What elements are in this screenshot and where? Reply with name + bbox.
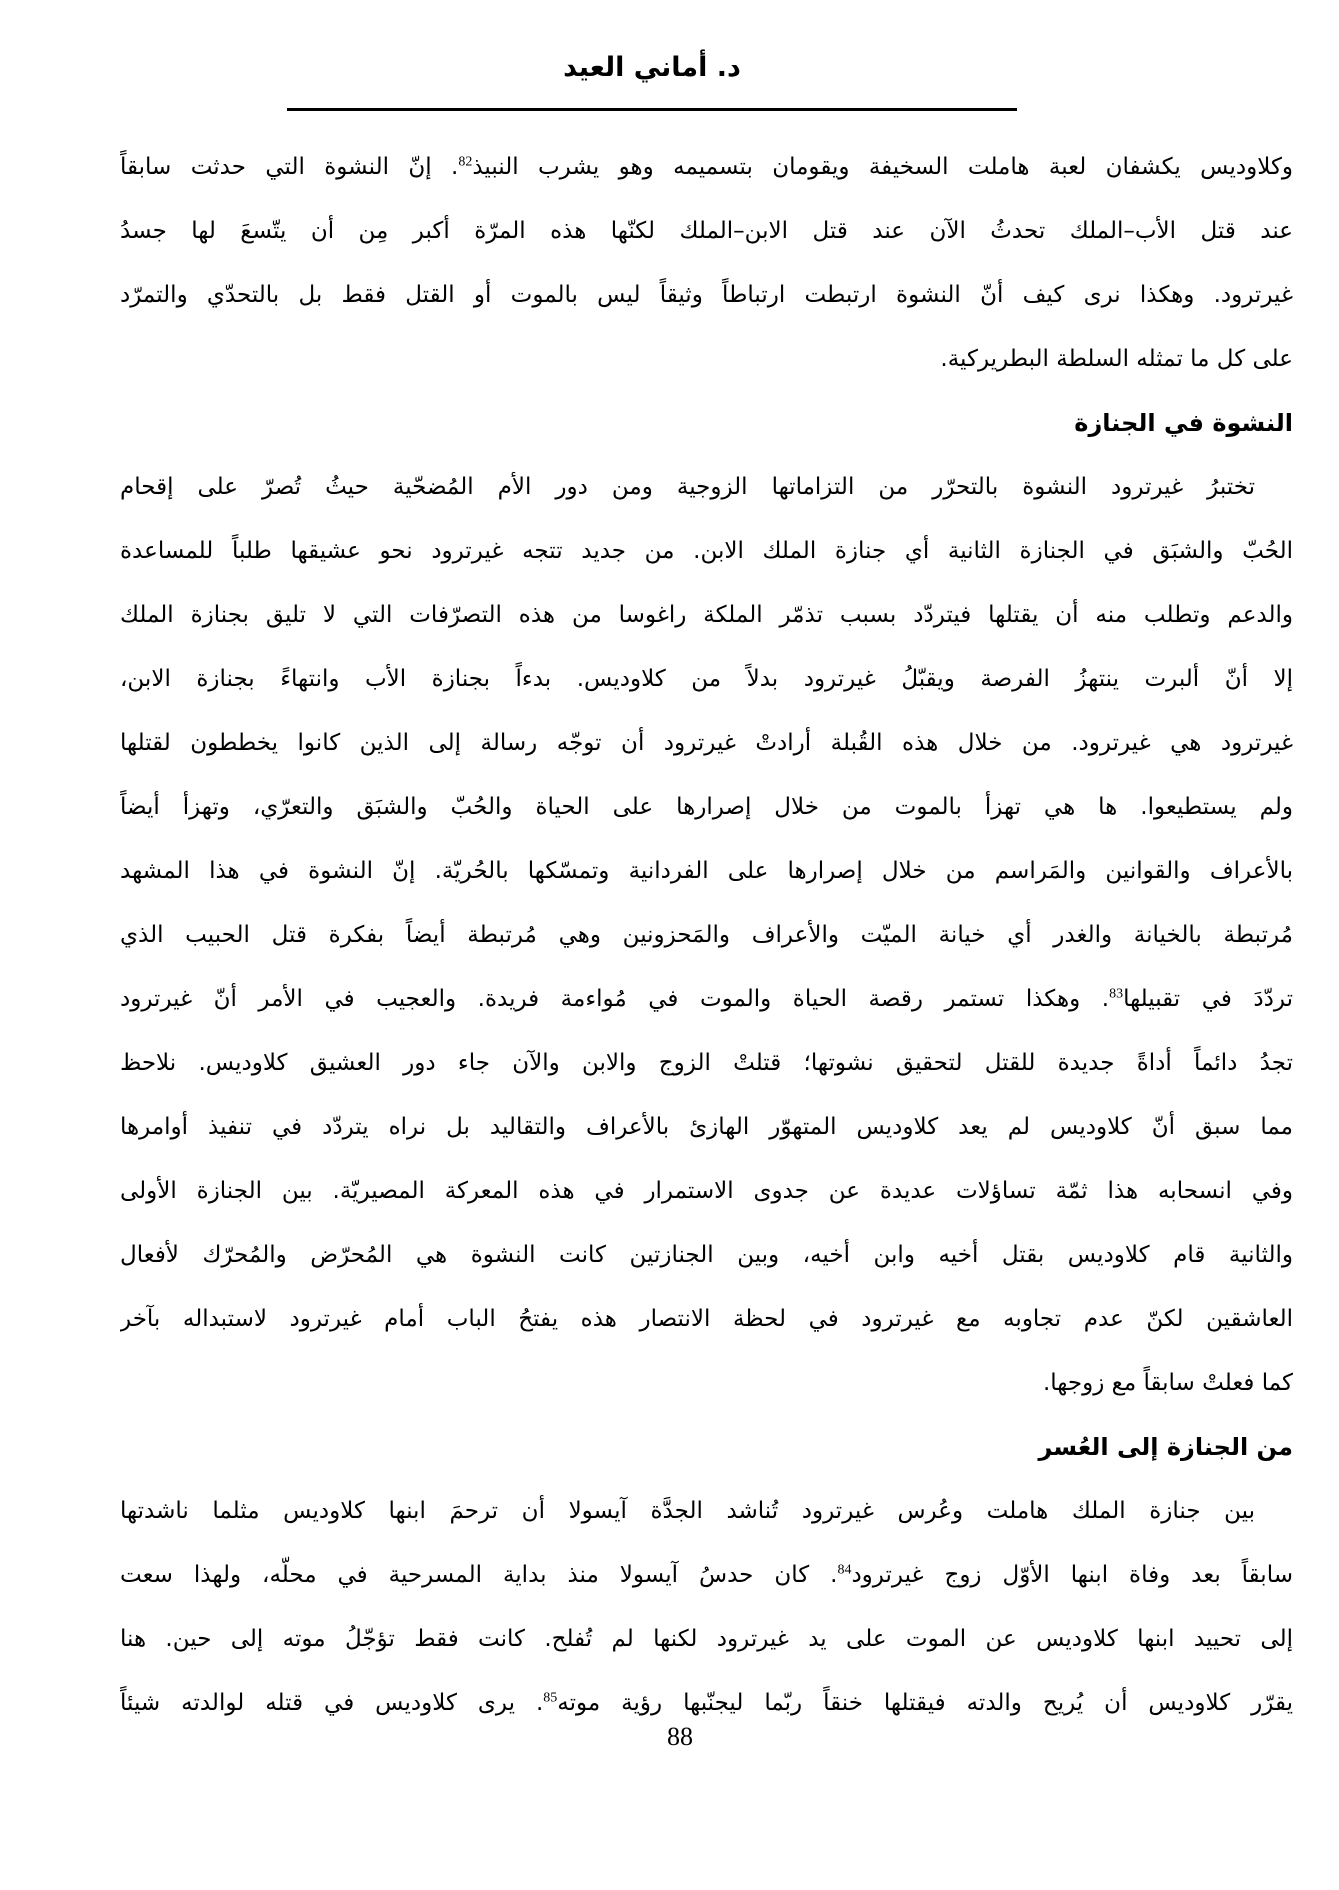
line-text: وكلاوديس يكشفان لعبة هاملت السخيفة ويقومان بتسميمه وهو يشرب النبيذ	[472, 154, 1293, 180]
line-text: العاشقين لكنّ عدم تجاوبه مع غيرترود في لحظة الانتصار هذه يفتحُ الباب أمام غيرترود لاستبداله بآخر	[120, 1306, 1293, 1332]
line-text-after-footnote: . إنّ النشوة التي حدثت سابقاً	[120, 154, 459, 180]
line-text: تردّدَ في تقبيلها	[1123, 986, 1293, 1012]
text-line	[120, 839, 1293, 903]
line-text-after-footnote: . كان حدسُ آيسولا منذ بداية المسرحية في محلّه، ولهذا سعت	[120, 1562, 838, 1588]
line-text: وفي انسحابه هذا ثمّة تساؤلات عديدة عن جدوى الاستمرار في هذه المعركة المصيريّة. بين الجنازة الأولى	[120, 1178, 1293, 1204]
text-line	[120, 1287, 1293, 1351]
line-text-after-footnote: . يرى كلاوديس في قتله لوالدته شيئاً	[120, 1690, 544, 1716]
line-text: النشوة في الجنازة	[1074, 409, 1293, 437]
line-text: على كل ما تمثله السلطة البطريركية.	[940, 346, 1293, 372]
text-line	[120, 1223, 1293, 1287]
text-line	[120, 455, 1293, 519]
text-line	[120, 519, 1293, 583]
text-line	[120, 903, 1293, 967]
text-line	[120, 647, 1293, 711]
text-line	[120, 1607, 1293, 1671]
text-line	[120, 1095, 1293, 1159]
line-text: إلى تحييد ابنها كلاوديس عن الموت على يد غيرترود لكنها لم تُفلح. كانت فقط تؤجّلُ موته إلى حين. هنا	[120, 1626, 1293, 1652]
page-number: 88	[667, 1722, 693, 1751]
section-heading	[120, 1415, 1293, 1479]
text-line	[120, 1031, 1293, 1095]
text-line	[120, 583, 1293, 647]
line-text: والدعم وتطلب منه أن يقتلها فيتردّد بسبب تذمّر الملكة راغوسا من هذه التصرّفات التي لا تليق بجنازة الملك	[120, 602, 1293, 628]
line-text: مما سبق أنّ كلاوديس لم يعد كلاوديس المتهوّر الهازئ بالأعراف والتقاليد بل نراه يتردّد في تنفيذ أوامرها	[120, 1114, 1293, 1140]
text-line	[120, 263, 1293, 327]
line-text: كما فعلتْ سابقاً مع زوجها.	[1042, 1370, 1293, 1396]
text-line	[120, 775, 1293, 839]
line-text: عند قتل الأب–الملك تحدثُ الآن عند قتل الابن–الملك لكنّها هذه المرّة أكبر مِن أن يتّسعَ لها جسدُ	[120, 218, 1293, 244]
line-text: غيرترود. وهكذا نرى كيف أنّ النشوة ارتبطت ارتباطاً وثيقاً ليس بالموت أو القتل فقط بل بالتحدّي والتمرّد	[120, 282, 1293, 308]
line-text: بالأعراف والقوانين والمَراسم من خلال إصرارها على الفردانية وتمسّكها بالحُريّة. إنّ النشوة في هذا المشهد	[120, 858, 1293, 884]
text-line	[120, 711, 1293, 775]
line-text: غيرترود هي غيرترود. من خلال هذه القُبلة أرادتْ غيرترود أن توجّه رسالة إلى الذين كانوا يخططون لقتلها	[120, 730, 1293, 756]
section-heading	[120, 391, 1293, 455]
line-text: سابقاً بعد وفاة ابنها الأوّل زوج غيرترود	[851, 1562, 1293, 1588]
text-line	[120, 967, 1293, 1031]
line-text: يقرّر كلاوديس أن يُريح والدته فيقتلها خنقاً ربّما ليجنّبها رؤية موته	[557, 1690, 1293, 1716]
text-line	[120, 327, 1293, 391]
text-line	[120, 1159, 1293, 1223]
text-line	[120, 199, 1293, 263]
text-line	[120, 135, 1293, 199]
line-text: بين جنازة الملك هاملت وعُرس غيرترود تُناشد الجدَّة آيسولا أن ترحمَ ابنها كلاوديس مثلما ناشدتها	[120, 1498, 1255, 1524]
header-rule	[287, 108, 1017, 111]
footnote-ref: 82	[458, 154, 473, 170]
footnote-ref: 85	[543, 1690, 558, 1706]
line-text: الحُبّ والشبَق في الجنازة الثانية أي جنازة الملك الابن. من جديد تتجه غيرترود نحو عشيقها طلباً للمساعدة	[120, 538, 1293, 564]
running-header-author: د. أماني العيد	[563, 52, 741, 83]
line-text: من الجنازة إلى العُسر	[1038, 1433, 1293, 1461]
footnote-ref: 83	[1109, 986, 1124, 1002]
line-text: تجدُ دائماً أداةً جديدة للقتل لتحقيق نشوتها؛ قتلتْ الزوج والابن والآن جاء دور العشيق كلاوديس. نلاحظ	[120, 1050, 1293, 1076]
line-text: مُرتبطة بالخيانة والغدر أي خيانة الميّت والأعراف والمَحزونين وهي مُرتبطة أيضاً بفكرة قتل الحبيب الذي	[120, 922, 1293, 948]
line-text-after-footnote: . وهكذا تستمر رقصة الحياة والموت في مُواءمة فريدة. والعجيب في الأمر أنّ غيرترود	[120, 986, 1110, 1012]
line-text: والثانية قام كلاوديس بقتل أخيه وابن أخيه، وبين الجنازتين كانت النشوة هي المُحرّض والمُحرّك لأفعال	[120, 1242, 1293, 1268]
line-text: تختبرُ غيرترود النشوة بالتحرّر من التزاماتها الزوجية ومن دور الأم المُضحّية حيثُ تُصرّ على إقحام	[120, 474, 1255, 500]
text-line	[120, 1543, 1293, 1607]
line-text: ولم يستطيعوا. ها هي تهزأ بالموت من خلال إصرارها على الحياة والحُبّ والشبَق والتعرّي، وتهزأ أيضاً	[120, 794, 1293, 820]
line-text: إلا أنّ ألبرت ينتهزُ الفرصة ويقبّلُ غيرترود بدلاً من كلاوديس. بدءاً بجنازة الأب وانتهاءً بجنازة الابن،	[120, 666, 1293, 692]
footnote-ref: 84	[837, 1562, 852, 1578]
text-line	[120, 1479, 1293, 1543]
text-line	[120, 1351, 1293, 1415]
